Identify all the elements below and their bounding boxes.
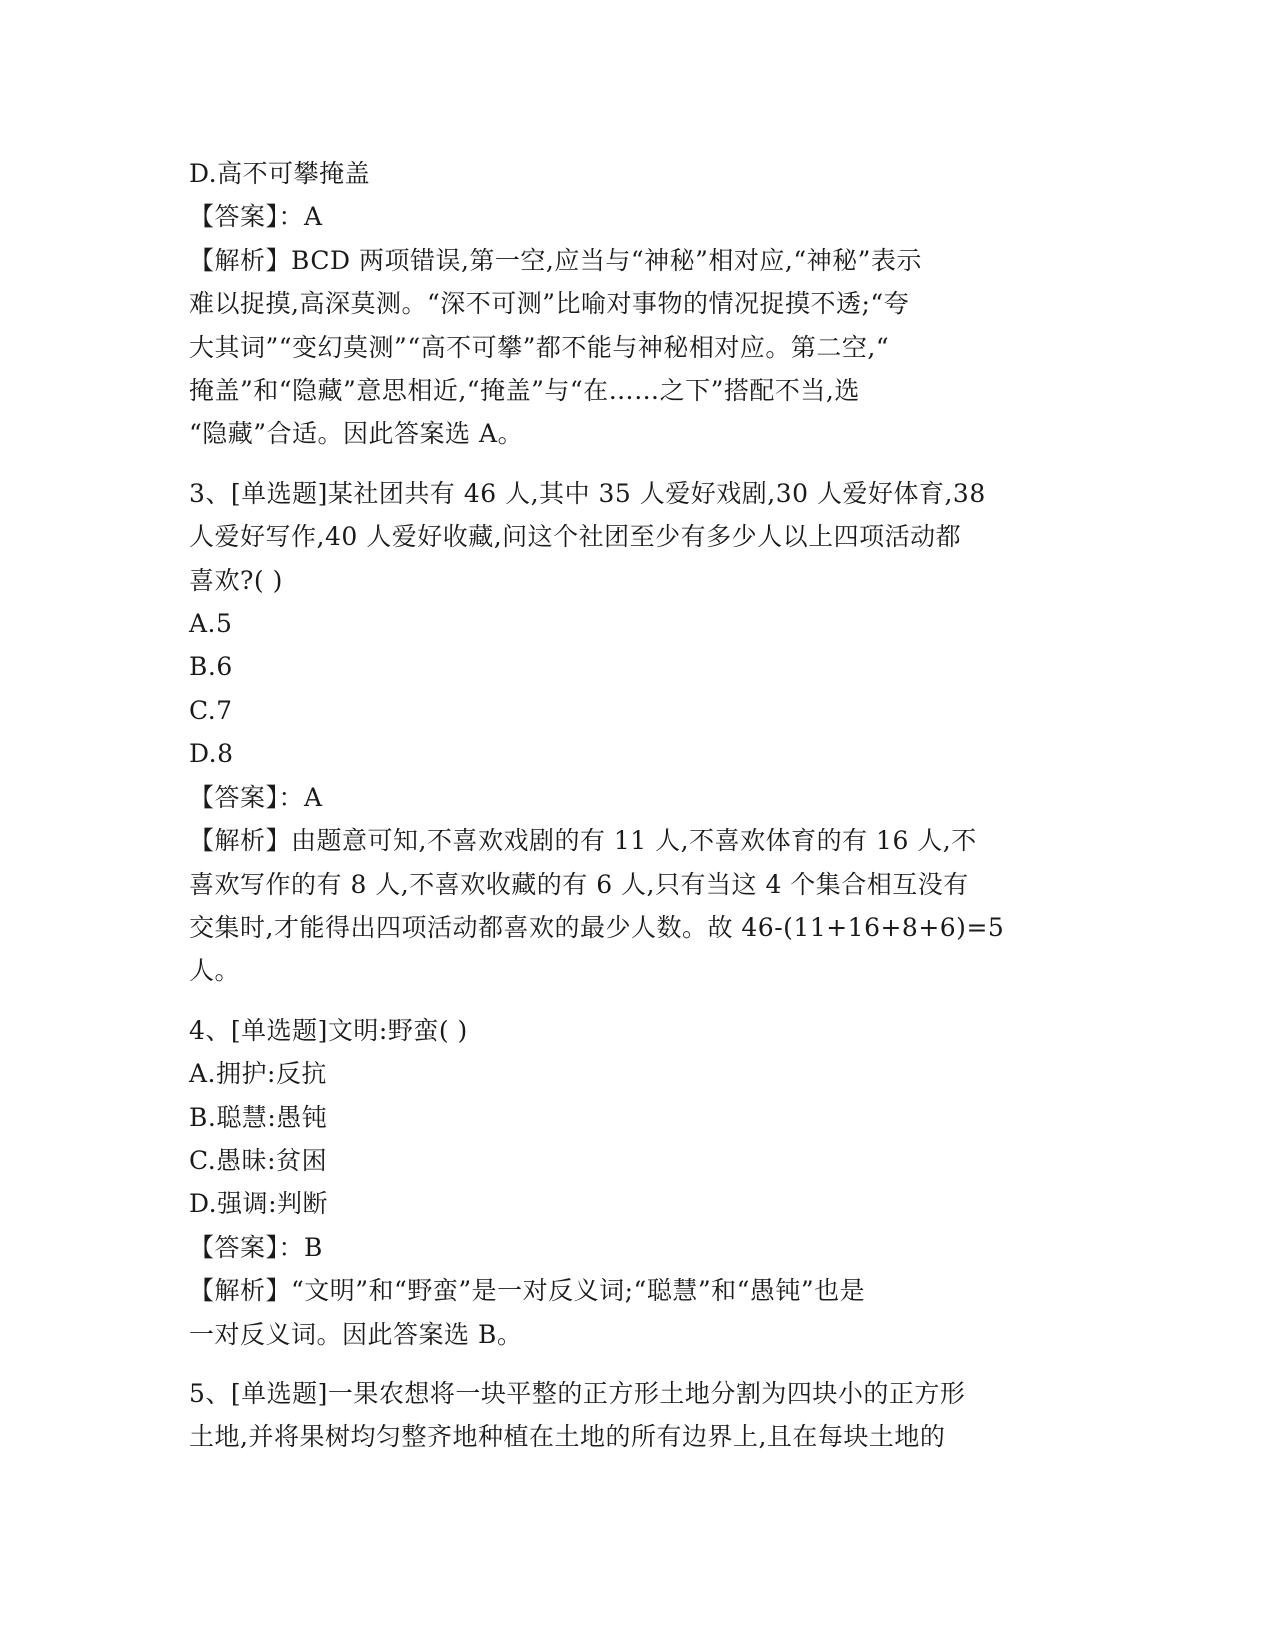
spacer — [189, 456, 1079, 472]
q5-stem-line: 5、[单选题]一果农想将一块平整的正方形土地分割为四块小的正方形 — [189, 1378, 966, 1408]
question-4 — [189, 1009, 1079, 1356]
q4-option-d: D.强调:判断 — [189, 1189, 329, 1219]
question-5 — [189, 1372, 1079, 1459]
q3-explanation-line: 人。 — [189, 956, 241, 986]
q3-stem-line: 喜欢?( ) — [189, 565, 283, 595]
q4-explanation-line: 一对反义词。因此答案选 B。 — [189, 1319, 523, 1349]
q2-explanation-line: “隐藏”合适。因此答案选 A。 — [189, 419, 524, 449]
q2-answer: 【答案】：A — [189, 202, 323, 232]
q3-explanation-line: 交集时,才能得出四项活动都喜欢的最少人数。故 46-(11+16+8+6)=5 — [189, 912, 1005, 942]
q3-explanation-line: 【解析】由题意可知,不喜欢戏剧的有 11 人,不喜欢体育的有 16 人,不 — [189, 826, 977, 856]
q4-answer: 【答案】：B — [189, 1232, 323, 1262]
q2-explanation-line: 大其词”“变幻莫测”“高不可攀”都不能与神秘相对应。第二空,“ — [189, 332, 890, 362]
document-page — [189, 152, 1079, 1459]
q4-stem-line: 4、[单选题]文明:野蛮( ) — [189, 1015, 468, 1045]
q3-explanation-line: 喜欢写作的有 8 人,不喜欢收藏的有 6 人,只有当这 4 个集合相互没有 — [189, 869, 969, 899]
q4-explanation-line: 【解析】“文明”和“野蛮”是一对反义词;“聪慧”和“愚钝”也是 — [189, 1276, 866, 1306]
q4-option-c: C.愚昧:贫困 — [189, 1145, 328, 1175]
spacer — [189, 993, 1079, 1009]
q3-stem-line: 人爱好写作,40 人爱好收藏,问这个社团至少有多少人以上四项活动都 — [189, 522, 962, 552]
q3-option-d: D.8 — [189, 739, 234, 769]
q4-option-a: A.拥护:反抗 — [189, 1059, 327, 1089]
spacer — [189, 1356, 1079, 1372]
q3-option-a: A.5 — [189, 609, 233, 639]
q3-option-c: C.7 — [189, 695, 233, 725]
question-3 — [189, 472, 1079, 993]
q2-explanation-line: 掩盖”和“隐藏”意思相近,“掩盖”与“在……之下”搭配不当,选 — [189, 376, 860, 406]
q3-option-b: B.6 — [189, 652, 233, 682]
q3-answer: 【答案】：A — [189, 782, 323, 812]
q2-explanation-line: 【解析】BCD 两项错误,第一空,应当与“神秘”相对应,“神秘”表示 — [189, 245, 922, 275]
q2-option-d: D.高不可攀掩盖 — [189, 159, 371, 188]
q2-explanation-line: 难以捉摸,高深莫测。“深不可测”比喻对事物的情况捉摸不透;“夸 — [189, 289, 910, 319]
q5-stem-line: 土地,并将果树均匀整齐地种植在土地的所有边界上,且在每块土地的 — [189, 1422, 946, 1452]
q3-stem-line: 3、[单选题]某社团共有 46 人,其中 35 人爱好戏剧,30 人爱好体育,38 — [189, 478, 986, 508]
q4-option-b: B.聪慧:愚钝 — [189, 1102, 328, 1132]
question-2-tail — [189, 152, 1079, 456]
